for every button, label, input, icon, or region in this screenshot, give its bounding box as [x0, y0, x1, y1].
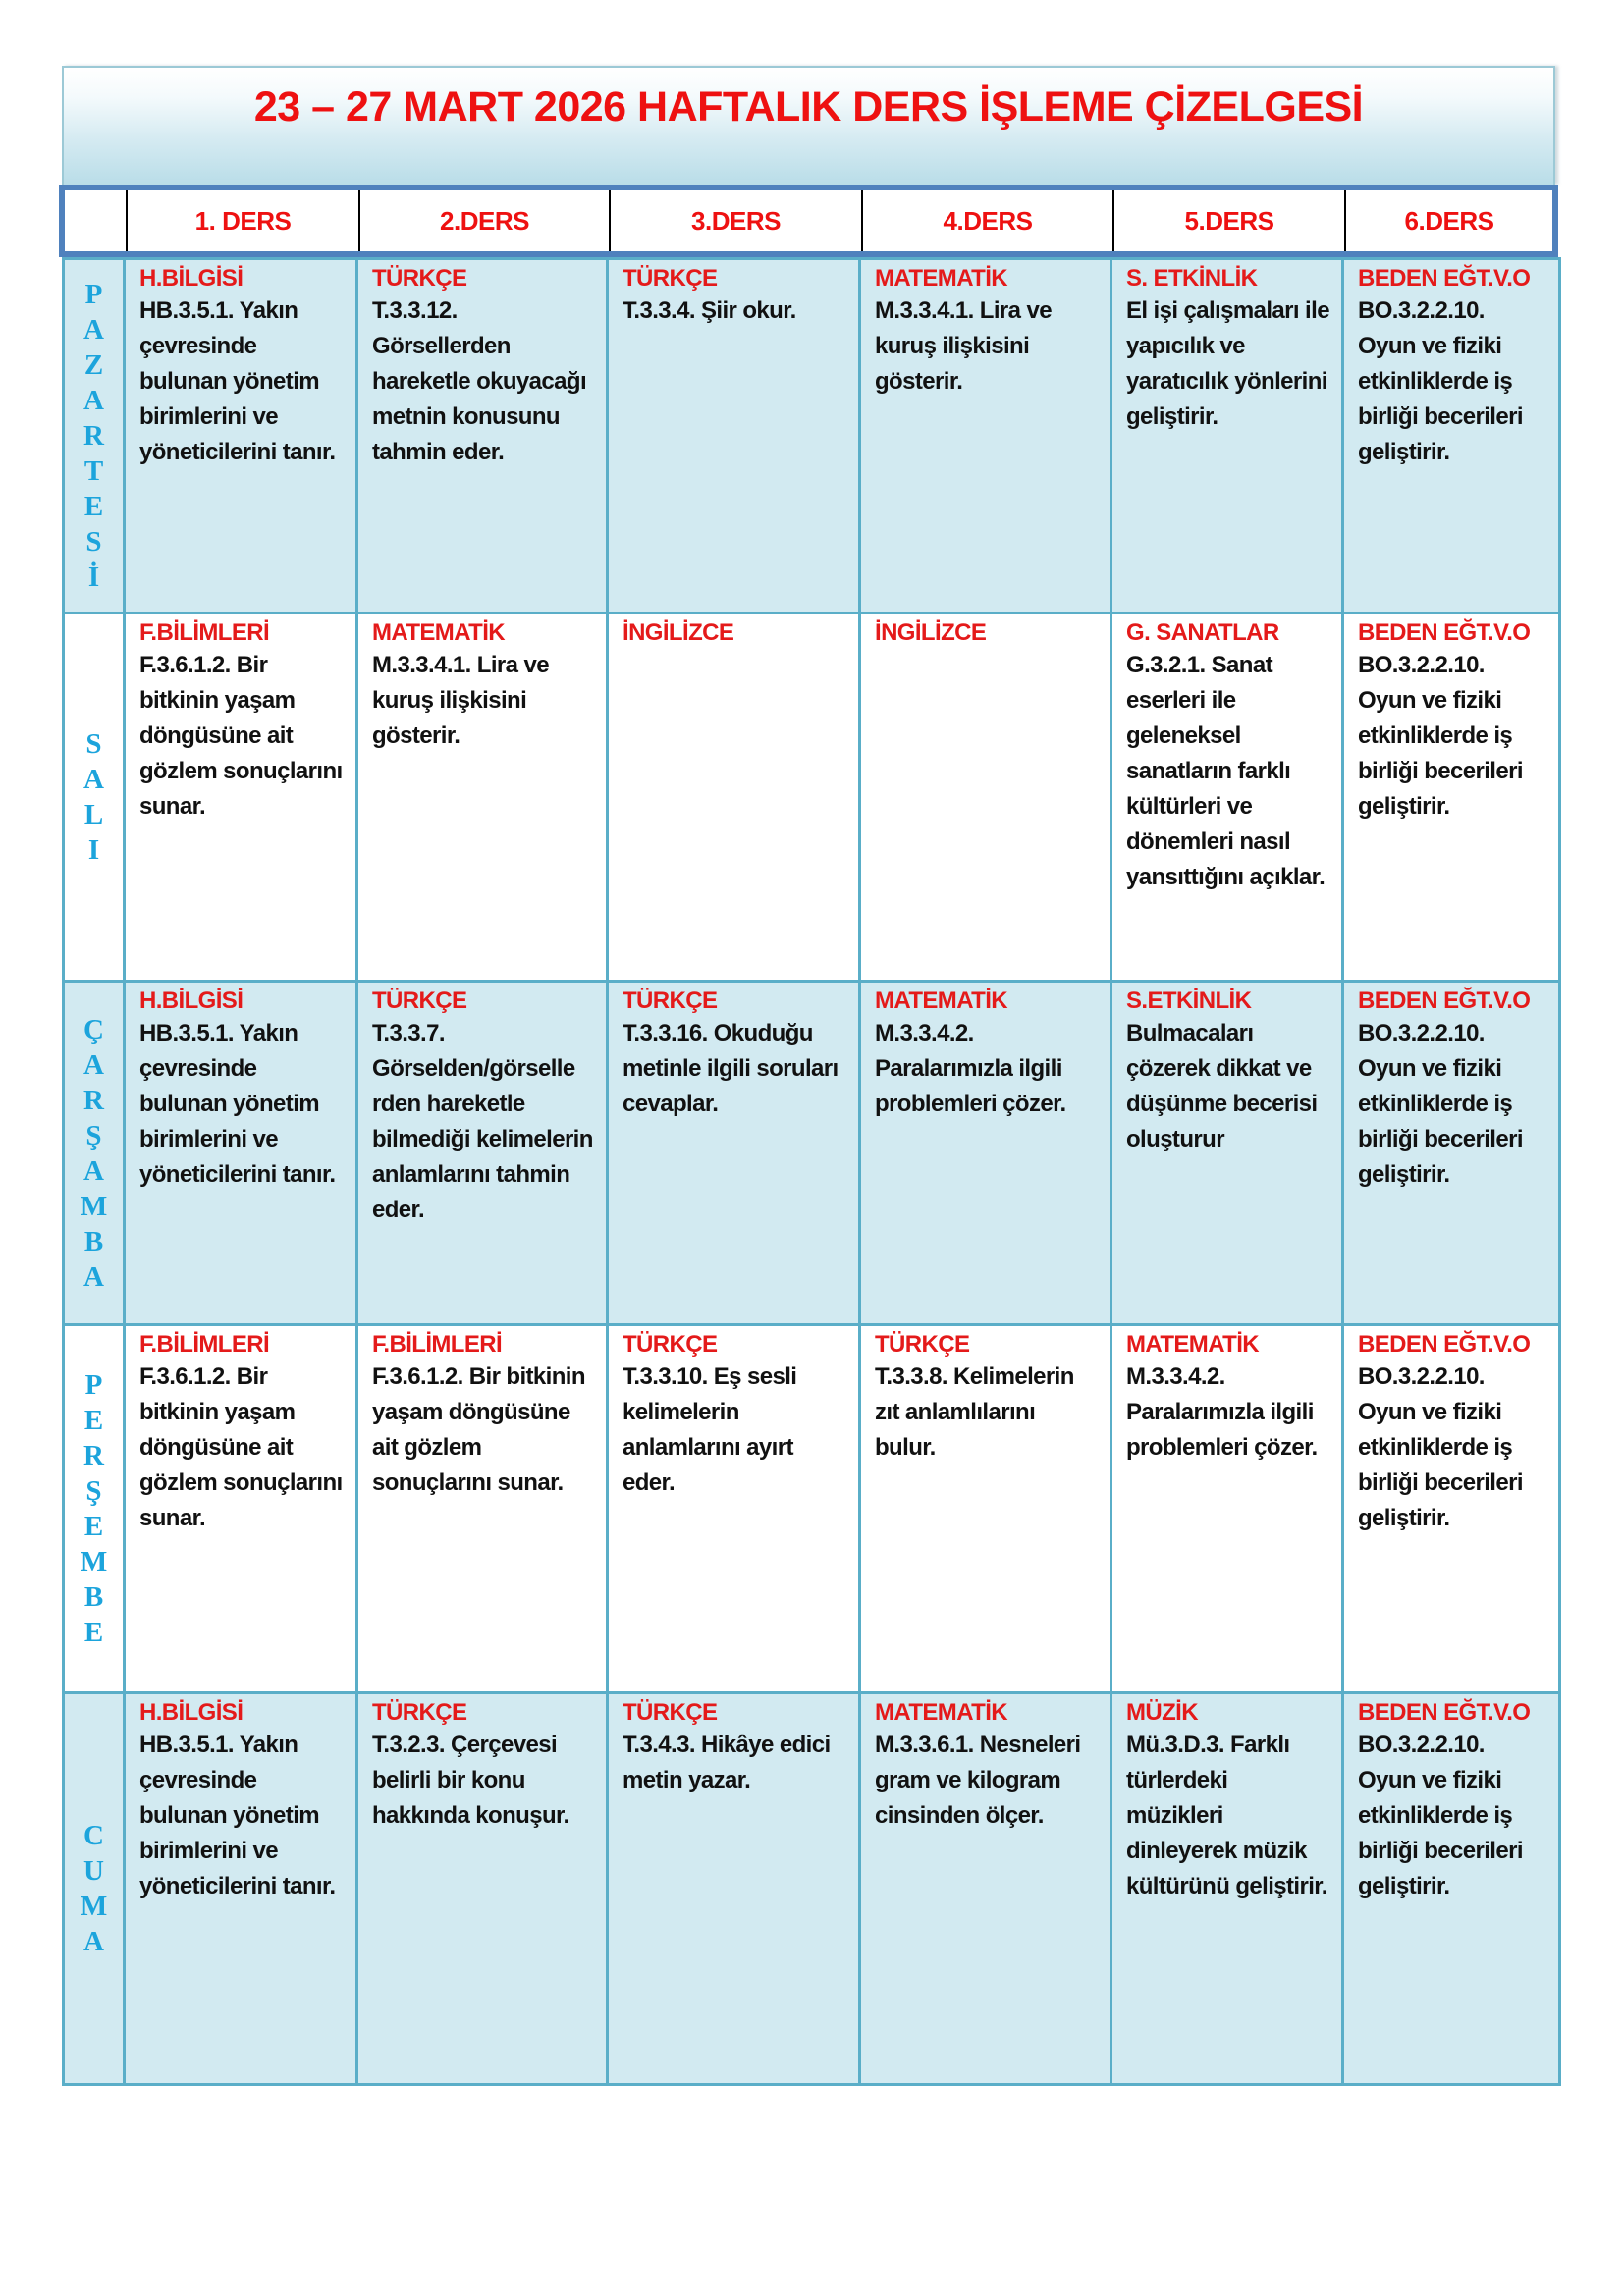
lesson-subject: S.ETKİNLİK: [1126, 988, 1252, 1014]
day-letter: C: [83, 1820, 104, 1851]
lesson-subject: H.BİLGİSİ: [139, 988, 244, 1014]
day-row-0: [64, 259, 1560, 614]
day-name-vertical: [65, 277, 123, 595]
day-row-1: [64, 614, 1560, 982]
lesson-cell: [125, 614, 357, 982]
lesson-cell: [357, 982, 608, 1325]
lesson-cell: [608, 614, 860, 982]
lesson-cell: [357, 259, 608, 614]
lesson-subject: H.BİLGİSİ: [139, 1699, 244, 1726]
lesson-outcome: T.3.3.10. Eş sesli kelimelerin anlamlarını ayırt eder.: [623, 1363, 797, 1496]
day-label-cell: [64, 1325, 125, 1693]
lesson-subject: S. ETKİNLİK: [1126, 265, 1258, 292]
lesson-subject: F.BİLİMLERİ: [139, 619, 270, 646]
day-letter: A: [83, 1154, 104, 1187]
day-letter: E: [83, 491, 104, 522]
lesson-cell: [1343, 614, 1560, 982]
lesson-subject: TÜRKÇE: [372, 1699, 467, 1726]
lesson-cell: [1343, 982, 1560, 1325]
lesson-cell: [125, 982, 357, 1325]
day-letter: S: [85, 728, 102, 760]
lesson-subject: MATEMATİK: [875, 265, 1008, 292]
lesson-cell: [125, 1325, 357, 1693]
lesson-cell: [860, 259, 1111, 614]
lesson-outcome: M.3.3.4.2. Paralarımızla ilgili problemleri çözer.: [1126, 1363, 1318, 1461]
day-letter: P: [84, 279, 103, 310]
lesson-outcome: T.3.3.8. Kelimelerin zıt anlamlılarını bulur.: [875, 1363, 1074, 1461]
lesson-outcome: M.3.3.4.2. Paralarımızla ilgili problemleri çözer.: [875, 1020, 1066, 1117]
lesson-outcome: F.3.6.1.2. Bir bitkinin yaşam döngüsüne ait gözlem sonuçlarını sunar.: [139, 652, 343, 820]
lesson-outcome: Bulmacaları çözerek dikkat ve düşünme becerisi oluşturur: [1126, 1020, 1318, 1152]
lesson-outcome: M.3.3.4.1. Lira ve kuruş ilişkisini gösterir.: [372, 652, 549, 749]
lesson-subject: BEDEN EĞT.V.O: [1358, 1699, 1531, 1726]
day-letter: S: [85, 526, 102, 558]
lesson-cell: [608, 982, 860, 1325]
lesson-subject: MÜZİK: [1126, 1699, 1198, 1726]
day-letter: B: [83, 1581, 104, 1613]
lesson-subject: TÜRKÇE: [372, 988, 467, 1014]
lesson-outcome: T.3.3.7. Görselden/görselle rden hareketle bilmediği kelimelerin anlamlarını tahmin eder.: [372, 1020, 593, 1223]
lesson-cell: [1111, 982, 1343, 1325]
day-label-cell: [64, 982, 125, 1325]
lesson-outcome: Mü.3.D.3. Farklı türlerdeki müzikleri dinleyerek müzik kültürünü geliştirir.: [1126, 1732, 1327, 1899]
lesson-outcome: T.3.3.4. Şiir okur.: [623, 297, 796, 324]
lesson-subject: TÜRKÇE: [875, 1331, 970, 1358]
day-letter: A: [83, 1260, 104, 1293]
lesson-subject: BEDEN EĞT.V.O: [1358, 988, 1531, 1014]
day-row-4: [64, 1693, 1560, 2085]
lesson-cell: [1343, 1693, 1560, 2085]
day-letter: E: [83, 1617, 104, 1648]
lesson-subject: MATEMATİK: [1126, 1331, 1260, 1358]
lesson-cell: [608, 1693, 860, 2085]
lesson-cell: [1111, 1693, 1343, 2085]
day-letter: Z: [83, 349, 104, 381]
lesson-outcome: F.3.6.1.2. Bir bitkinin yaşam döngüsüne ait gözlem sonuçlarını sunar.: [139, 1363, 343, 1531]
lesson-cell: [357, 1693, 608, 2085]
lesson-cell: [1111, 1325, 1343, 1693]
day-letter: R: [83, 420, 104, 452]
day-name-vertical: [65, 1012, 123, 1295]
lesson-subject: BEDEN EĞT.V.O: [1358, 265, 1531, 292]
day-letter: A: [83, 1048, 104, 1081]
weekly-schedule-table: [62, 257, 1561, 2086]
lesson-cell: [860, 614, 1111, 982]
lesson-subject: TÜRKÇE: [623, 1699, 718, 1726]
lesson-outcome: M.3.3.4.1. Lira ve kuruş ilişkisini gösterir.: [875, 297, 1052, 395]
lesson-cell: [860, 1325, 1111, 1693]
day-letter: M: [80, 1891, 108, 1922]
day-label-cell: [64, 259, 125, 614]
day-letter: R: [83, 1084, 104, 1116]
lesson-cell: [1111, 614, 1343, 982]
day-letter: A: [83, 314, 104, 346]
lesson-cell: [357, 614, 608, 982]
lesson-subject: G. SANATLAR: [1126, 619, 1279, 646]
lesson-outcome: G.3.2.1. Sanat eserleri ile geleneksel sanatların farklı kültürleri ve dönemleri nasıl yansıttığını açıklar.: [1126, 652, 1326, 890]
lesson-cell: [1111, 259, 1343, 614]
lesson-cell: [608, 1325, 860, 1693]
lesson-cell: [1343, 1325, 1560, 1693]
lesson-outcome: T.3.3.16. Okuduğu metinle ilgili soruları cevaplar.: [623, 1020, 839, 1117]
lesson-subject: BEDEN EĞT.V.O: [1358, 1331, 1531, 1358]
header-period-3: 3.DERS: [609, 190, 861, 251]
period-header-row: [59, 185, 1558, 257]
day-letter: Ş: [85, 1119, 102, 1151]
day-letter: Ş: [85, 1475, 102, 1507]
lesson-outcome: T.3.2.3. Çerçevesi belirli bir konu hakkında konuşur.: [372, 1732, 569, 1829]
lesson-cell: [125, 259, 357, 614]
header-period-1: 1. DERS: [126, 190, 358, 251]
lesson-subject: TÜRKÇE: [623, 988, 718, 1014]
day-letter: Ç: [83, 1013, 104, 1045]
lesson-subject: TÜRKÇE: [623, 265, 718, 292]
lesson-subject: BEDEN EĞT.V.O: [1358, 619, 1531, 646]
day-label-cell: [64, 614, 125, 982]
day-letter: M: [80, 1546, 108, 1577]
header-period-4: 4.DERS: [861, 190, 1112, 251]
lesson-outcome: HB.3.5.1. Yakın çevresinde bulunan yönetim birimlerini ve yöneticilerini tanır.: [139, 1020, 336, 1188]
lesson-outcome: BO.3.2.2.10. Oyun ve fiziki etkinliklerde iş birliği becerileri geliştirir.: [1358, 1732, 1523, 1899]
header-corner-cell: [65, 190, 126, 251]
day-letter: I: [87, 834, 100, 866]
title-banner: [62, 66, 1555, 185]
lesson-outcome: T.3.3.12. Görsellerden hareketle okuyacağı metnin konusunu tahmin eder.: [372, 297, 587, 465]
lesson-outcome: BO.3.2.2.10. Oyun ve fiziki etkinliklerde iş birliği becerileri geliştirir.: [1358, 652, 1523, 820]
day-name-vertical: [65, 726, 123, 868]
day-row-3: [64, 1325, 1560, 1693]
day-row-2: [64, 982, 1560, 1325]
lesson-outcome: BO.3.2.2.10. Oyun ve fiziki etkinliklerde iş birliği becerileri geliştirir.: [1358, 297, 1523, 465]
day-label-cell: [64, 1693, 125, 2085]
lesson-subject: TÜRKÇE: [623, 1331, 718, 1358]
lesson-subject: İNGİLİZCE: [623, 619, 734, 646]
lesson-subject: MATEMATİK: [372, 619, 506, 646]
lesson-subject: H.BİLGİSİ: [139, 265, 244, 292]
lesson-outcome: HB.3.5.1. Yakın çevresinde bulunan yönetim birimlerini ve yöneticilerini tanır.: [139, 1732, 336, 1899]
day-letter: U: [83, 1855, 104, 1887]
lesson-cell: [860, 982, 1111, 1325]
lesson-subject: İNGİLİZCE: [875, 619, 987, 646]
day-name-vertical: [65, 1818, 123, 1959]
lesson-outcome: El işi çalışmaları ile yapıcılık ve yaratıcılık yönlerini geliştirir.: [1126, 297, 1329, 430]
day-letter: E: [83, 1511, 104, 1542]
lesson-outcome: F.3.6.1.2. Bir bitkinin yaşam döngüsüne ait gözlem sonuçlarını sunar.: [372, 1363, 585, 1496]
lesson-cell: [860, 1693, 1111, 2085]
lesson-outcome: M.3.3.6.1. Nesneleri gram ve kilogram cinsinden ölçer.: [875, 1732, 1081, 1829]
header-period-2: 2.DERS: [358, 190, 609, 251]
day-letter: L: [83, 799, 104, 830]
lesson-subject: TÜRKÇE: [372, 265, 467, 292]
lesson-outcome: BO.3.2.2.10. Oyun ve fiziki etkinliklerde iş birliği becerileri geliştirir.: [1358, 1363, 1523, 1531]
day-name-vertical: [65, 1367, 123, 1650]
page-title: 23 – 27 MART 2026 HAFTALIK DERS İŞLEME ÇİZELGESİ: [253, 83, 1364, 131]
day-letter: T: [83, 455, 104, 487]
lesson-cell: [1343, 259, 1560, 614]
lesson-outcome: BO.3.2.2.10. Oyun ve fiziki etkinliklerde iş birliği becerileri geliştirir.: [1358, 1020, 1523, 1188]
lesson-outcome: HB.3.5.1. Yakın çevresinde bulunan yönetim birimlerini ve yöneticilerini tanır.: [139, 297, 336, 465]
lesson-cell: [608, 259, 860, 614]
lesson-subject: F.BİLİMLERİ: [372, 1331, 503, 1358]
day-letter: A: [83, 764, 104, 795]
day-letter: E: [83, 1405, 104, 1436]
day-letter: M: [80, 1190, 108, 1222]
header-period-5: 5.DERS: [1112, 190, 1344, 251]
lesson-subject: MATEMATİK: [875, 1699, 1008, 1726]
lesson-cell: [357, 1325, 608, 1693]
lesson-outcome: T.3.4.3. Hikâye edici metin yazar.: [623, 1732, 831, 1793]
day-letter: A: [83, 385, 104, 416]
day-letter: İ: [87, 561, 100, 593]
lesson-cell: [125, 1693, 357, 2085]
day-letter: B: [83, 1225, 104, 1257]
day-letter: R: [83, 1440, 104, 1471]
day-letter: A: [83, 1926, 104, 1957]
lesson-subject: F.BİLİMLERİ: [139, 1331, 270, 1358]
day-letter: P: [84, 1369, 103, 1401]
header-period-6: 6.DERS: [1344, 190, 1552, 251]
lesson-subject: MATEMATİK: [875, 988, 1008, 1014]
